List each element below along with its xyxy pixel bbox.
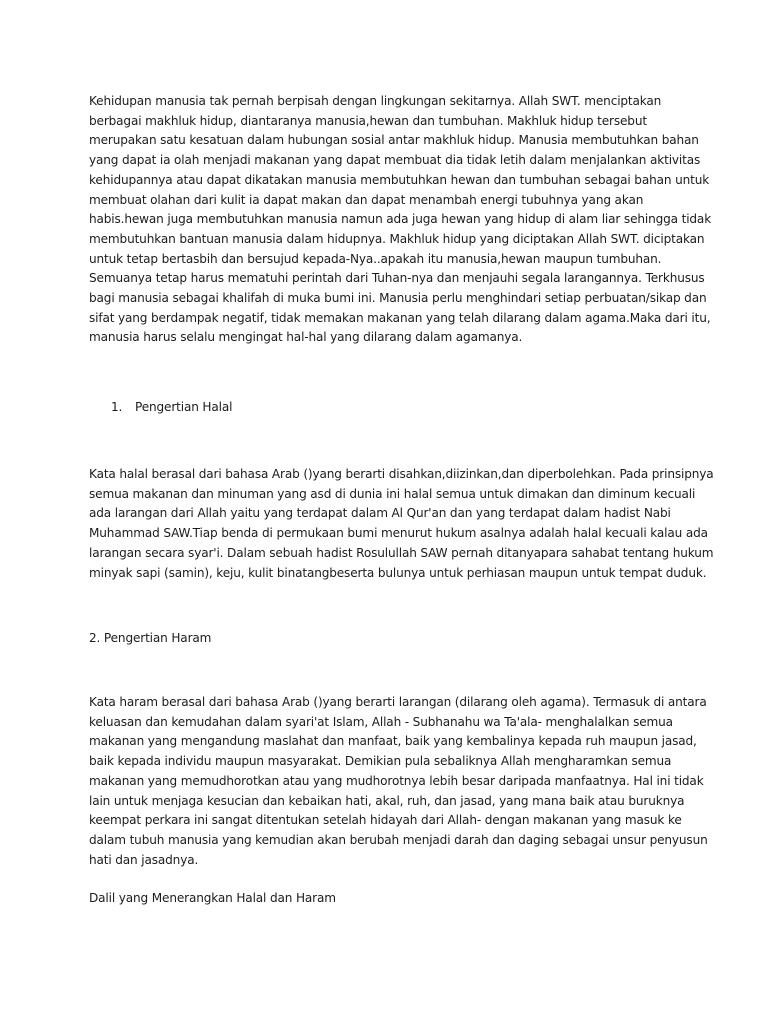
text-line: Kata halal berasal dari bahasa Arab ()yang berarti disahkan,diizinkan,dan diperbolehkan. Pada prinsipnya — [89, 467, 714, 481]
text-line: membutuhkan bantuan manusia dalam hidupnya. Makhluk hidup yang diciptakan Allah SWT. diciptakan — [89, 231, 705, 246]
text-line: makanan yang memudhorotkan atau yang mudhorotnya lebih besar daripada manfaatnya. Hal ini tidak — [89, 773, 704, 788]
text-line: keluasan dan kemudahan dalam syari'at Islam, Allah - Subhanahu wa Ta'ala- menghalalkan semua — [89, 714, 673, 729]
text-line: larangan secara syar'i. Dalam sebuah hadist Rosulullah SAW pernah ditanyapara sahabat tentang hukum — [89, 545, 714, 560]
text-line: makanan yang mengandung maslahat dan manfaat, baik yang kembalinya kepada ruh maupun jasad, — [89, 734, 697, 749]
heading-pengertian-halal — [111, 398, 711, 418]
text-line: habis.hewan juga membutuhkan manusia namun ada juga hewan yang hidup di alam liar sehingga tidak — [89, 212, 712, 227]
text-line: baik kepada individu maupun masyarakat. Demikian pula sebaliknya Allah mengharamkan semua — [89, 754, 672, 769]
text-line: semua makanan dan minuman yang asd di dunia ini halal semua untuk dimakan dan diminum kecuali — [89, 486, 696, 501]
text-line: dalam tubuh manusia yang kemudian akan berubah menjadi darah dan daging sebagai unsur penyusun — [89, 832, 708, 847]
text-line: yang dapat ia olah menjadi makanan yang dapat membuat dia tidak letih dalam menjalankan aktivitas — [89, 153, 701, 168]
text-line: berbagai makhluk hidup, diantaranya manusia,hewan dan tumbuhan. Makhluk hidup tersebut — [89, 113, 647, 128]
text-line: Semuanya tetap harus mematuhi perintah dari Tuhan-nya dan menjauhi segala larangannya. Terkhusus — [89, 271, 705, 286]
text-line: kehidupannya atau dapat dikatakan manusia membutuhkan hewan dan tumbuhan sebagai bahan untuk — [89, 172, 710, 187]
text-line: manusia harus selalu mengingat hal-hal yang dilarang dalam agamanya. — [89, 330, 523, 345]
haram-paragraph — [89, 693, 708, 870]
heading-text: Pengertian Halal — [135, 400, 233, 414]
text-line: merupakan satu kesatuan dalam hubungan sosial antar makhluk hidup. Manusia membutuhkan bahan — [89, 133, 699, 148]
text-line: sifat yang berdampak negatif, tidak memakan makanan yang telah dilarang dalam agama.Maka dari itu, — [89, 310, 711, 325]
heading-pengertian-haram — [89, 629, 689, 649]
text-line: untuk tetap bertasbih dan bersujud kepada-Nya..apakah itu manusia,hewan maupun tumbuhan. — [89, 251, 662, 266]
text-line: Kata haram berasal dari bahasa Arab ()yang berarti larangan (dilarang oleh agama). Termasuk di antara — [89, 695, 707, 709]
text-line: lain untuk menjaga kesucian dan kebaikan hati, akal, ruh, dan jasad, yang mana baik atau buruknya — [89, 793, 685, 808]
text-line: bagi manusia sebagai khalifah di muka bumi ini. Manusia perlu menghindari setiap perbuatan/sikap dan — [89, 291, 707, 306]
list-number: 1. — [111, 400, 123, 414]
heading-text: Dalil yang Menerangkan Halal dan Haram — [89, 891, 336, 905]
text-line: ada larangan dari Allah yaitu yang terdapat dalam Al Qur'an dan yang terdapat dalam hadist Nabi — [89, 506, 671, 521]
text-line: hati dan jasadnya. — [89, 852, 199, 867]
halal-paragraph — [89, 465, 714, 583]
text-line: keempat perkara ini sangat ditentukan setelah hidayah dari Allah- dengan makanan yang masuk ke — [89, 813, 682, 828]
intro-paragraph — [89, 92, 712, 348]
text-line: minyak sapi (samin), keju, kulit binatangbeserta bulunya untuk perhiasan maupun untuk tempat duduk. — [89, 565, 707, 580]
text-line: Kehidupan manusia tak pernah berpisah dengan lingkungan sekitarnya. Allah SWT. menciptakan — [89, 94, 662, 108]
heading-text: 2. Pengertian Haram — [89, 631, 212, 645]
heading-dalil — [89, 889, 689, 909]
text-line: Muhammad SAW.Tiap benda di permukaan bumi menurut hukum asalnya adalah halal kecuali kalau ada — [89, 526, 708, 541]
text-line: membuat olahan dari kulit ia dapat makan dan dapat menambah energi tubuhnya yang akan — [89, 192, 644, 207]
